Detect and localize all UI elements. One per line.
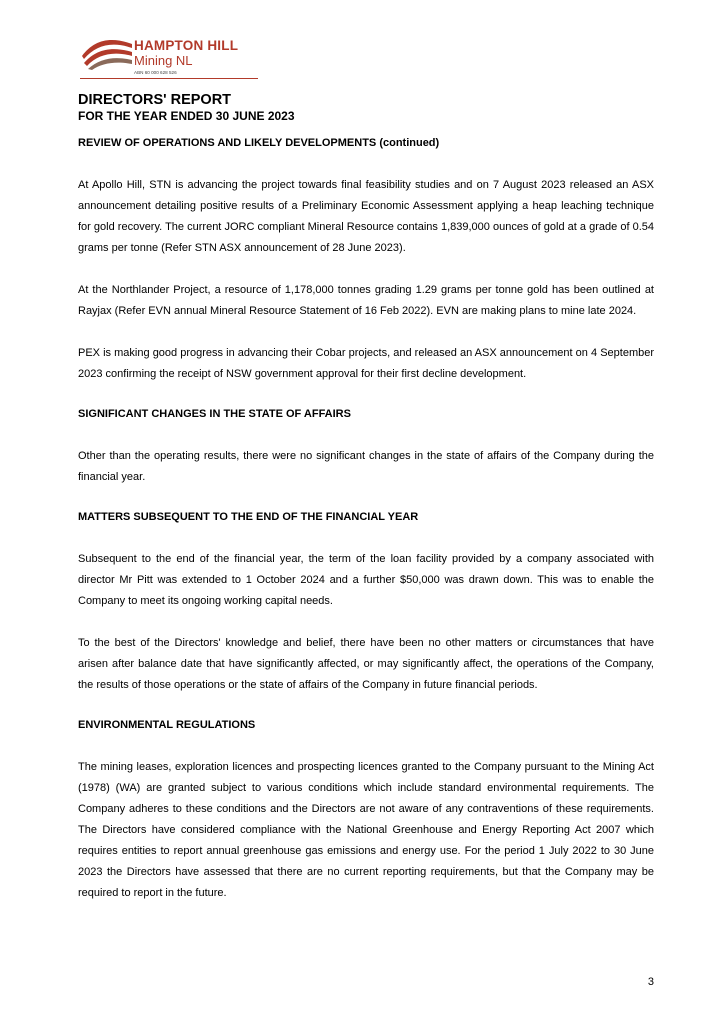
section-heading-significant-changes: SIGNIFICANT CHANGES IN THE STATE OF AFFAIRS [78, 408, 351, 420]
report-subtitle: FOR THE YEAR ENDED 30 JUNE 2023 [78, 109, 295, 123]
report-title: DIRECTORS' REPORT [78, 92, 232, 108]
logo-abn: ABN 60 000 628 526 [134, 70, 177, 75]
paragraph-significant-changes: Other than the operating results, there were no significant changes in the state of affairs of the Company during the financial year. [78, 450, 654, 483]
paragraph-loan-facility: Subsequent to the end of the financial year, the term of the loan facility provided by a company associated with director Mr Pitt was extended to 1 October 2024 and a further $50,000 was drawn down. This was to enable the Company to meet its ongoing working capital needs. [78, 553, 654, 607]
page-number: 3 [647, 976, 654, 988]
paragraph-no-other-matters: To the best of the Directors' knowledge and belief, there have been no other matters or circumstances that have arisen after balance date that have significantly affected, or may significantly affect, the operations of the Company, the results of those operations or the state of affairs of the Company in future financial periods. [78, 637, 654, 691]
logo-divider [80, 78, 258, 79]
report-body [78, 136, 654, 904]
section-heading-review: REVIEW OF OPERATIONS AND LIKELY DEVELOPMENTS (continued) [78, 137, 440, 149]
paragraph-pex-cobar: PEX is making good progress in advancing their Cobar projects, and released an ASX announcement on 4 September 2023 confirming the receipt of NSW government approval for their first decline development. [78, 347, 654, 380]
hampton-hill-logo-icon [80, 34, 134, 70]
logo-company-name: HAMPTON HILL [134, 38, 239, 53]
paragraph-environmental: The mining leases, exploration licences and prospecting licences granted to the Company pursuant to the Mining Act (1978) (WA) are granted subject to various conditions which include standard environmental requirements. The Company adheres to these conditions and the Directors are not aware of any contraventions of these requirements. The Directors have considered compliance with the National Greenhouse and Energy Reporting Act 2007 which requires entities to report annual greenhouse gas emissions and energy use. For the period 1 July 2022 to 30 June 2023 the Directors have assessed that there are no current reporting requirements, but that the Company may be required to report in the future. [78, 761, 654, 899]
paragraph-northlander: At the Northlander Project, a resource of 1,178,000 tonnes grading 1.29 grams per tonne gold has been outlined at Rayjax (Refer EVN annual Mineral Resource Statement of 16 Feb 2022). EVN are making plans to mine late 2024. [78, 284, 654, 317]
paragraph-apollo-hill: At Apollo Hill, STN is advancing the project towards final feasibility studies and on 7 August 2023 released an ASX announcement detailing positive results of a Preliminary Economic Assessment applying a heap leaching technique for gold recovery. The current JORC compliant Mineral Resource contains 1,839,000 ounces of gold at a grade of 0.54 grams per tonne (Refer STN ASX announcement of 28 June 2023). [78, 179, 654, 254]
company-logo [80, 30, 260, 82]
section-heading-environmental: ENVIRONMENTAL REGULATIONS [78, 719, 256, 731]
section-heading-subsequent-matters: MATTERS SUBSEQUENT TO THE END OF THE FINANCIAL YEAR [78, 511, 419, 523]
logo-company-subtitle: Mining NL [134, 53, 193, 68]
